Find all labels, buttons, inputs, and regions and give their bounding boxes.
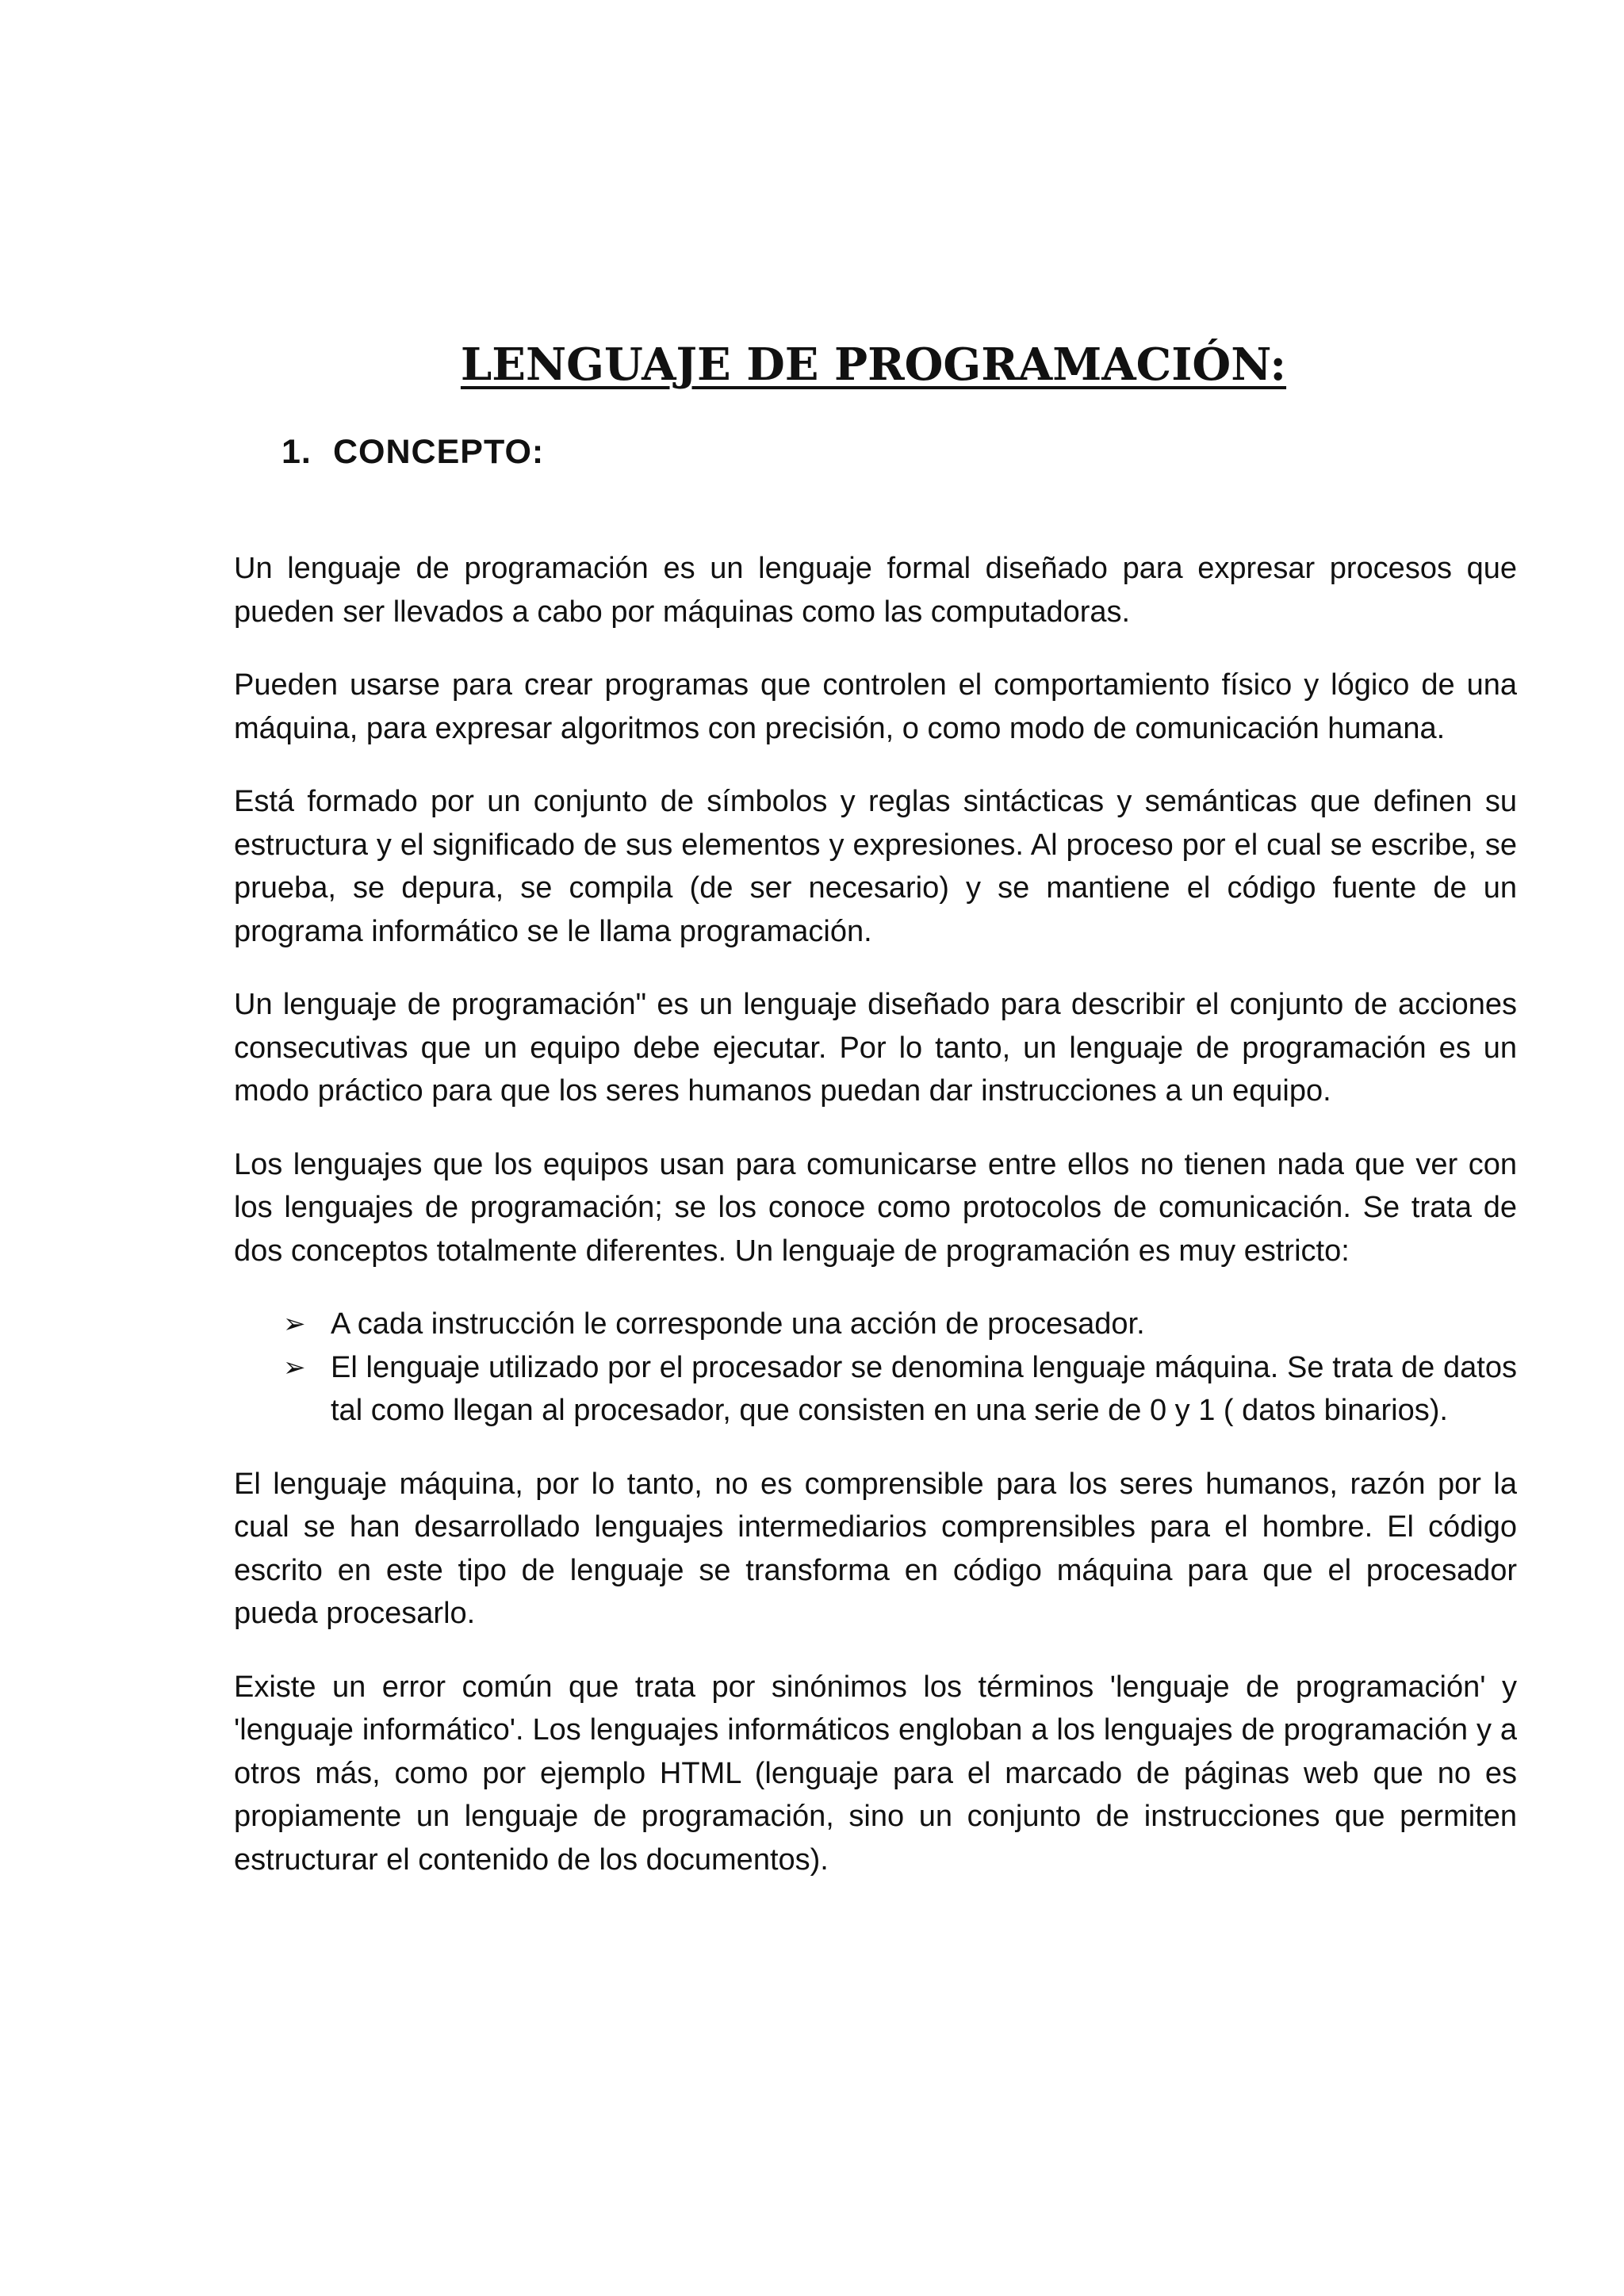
paragraph-protocols: Los lenguajes que los equipos usan para comunicarse entre ellos no tienen nada que ver con los lenguajes de programación; se los conoce como protocolos de comunicación. Se trata de dos conceptos totalmente diferentes. Un lenguaje de programación es muy estricto:: [234, 1147, 1517, 1268]
paragraph-definition: Un lenguaje de programación es un lenguaje formal diseñado para expresar procesos que pueden ser llevados a cabo por máquinas como las computadoras.: [234, 552, 1517, 629]
paragraph-uses: Pueden usarse para crear programas que controlen el comportamiento físico y lógico de una máquina, para expresar algoritmos con precisión, o como modo de comunicación humana.: [234, 668, 1517, 745]
bullet-text: A cada instrucción le corresponde una acción de procesador.: [331, 1307, 1145, 1341]
paragraph-structure: Está formado por un conjunto de símbolos y reglas sintácticas y semánticas que definen su estructura y el significado de sus elementos y expresiones. Al proceso por el cual se escribe, se prueba, se depura, se compila (de ser necesario) y se mantiene el código fuente de un programa informático se le llama programación.: [234, 785, 1517, 948]
list-item: [234, 1303, 1517, 1346]
bullet-list: [234, 1303, 1517, 1433]
list-item: [234, 1346, 1517, 1433]
arrow-bullet-icon: ➢: [283, 1309, 306, 1339]
document-body: [234, 547, 1517, 1881]
paragraph-common-error: Existe un error común que trata por sinónimos los términos 'lenguaje de programación' y 'lenguaje informático'. Los lenguajes informáticos engloban a los lenguajes de programación y a otros más, como por ejemplo HTML (lenguaje para el marcado de páginas web que no es propiamente un lenguaje de programación, sino un conjunto de instrucciones que permiten estructurar el contenido de los documentos).: [234, 1670, 1517, 1877]
section-heading-text: CONCEPTO:: [333, 433, 545, 471]
arrow-bullet-icon: ➢: [283, 1352, 306, 1383]
section-heading: [282, 428, 544, 476]
paragraph-description: Un lenguaje de programación" es un lenguaje diseñado para describir el conjunto de acciones consecutivas que un equipo debe ejecutar. Por lo tanto, un lenguaje de programación es un modo práctico para que los seres humanos puedan dar instrucciones a un equipo.: [234, 988, 1517, 1108]
section-number: 1.: [282, 433, 312, 471]
document-title: LENGUAJE DE PROGRAMACIÓN:: [460, 339, 1287, 391]
paragraph-machine-language: El lenguaje máquina, por lo tanto, no es comprensible para los seres humanos, razón por la cual se han desarrollado lenguajes intermediarios comprensibles para el hombre. El código escrito en este tipo de lenguaje se transforma en código máquina para que el procesador pueda procesarlo.: [234, 1467, 1517, 1630]
bullet-text: El lenguaje utilizado por el procesador se denomina lenguaje máquina. Se trata de datos tal como llegan al procesador, que consisten en una serie de 0 y 1 ( datos binarios).: [331, 1350, 1517, 1427]
